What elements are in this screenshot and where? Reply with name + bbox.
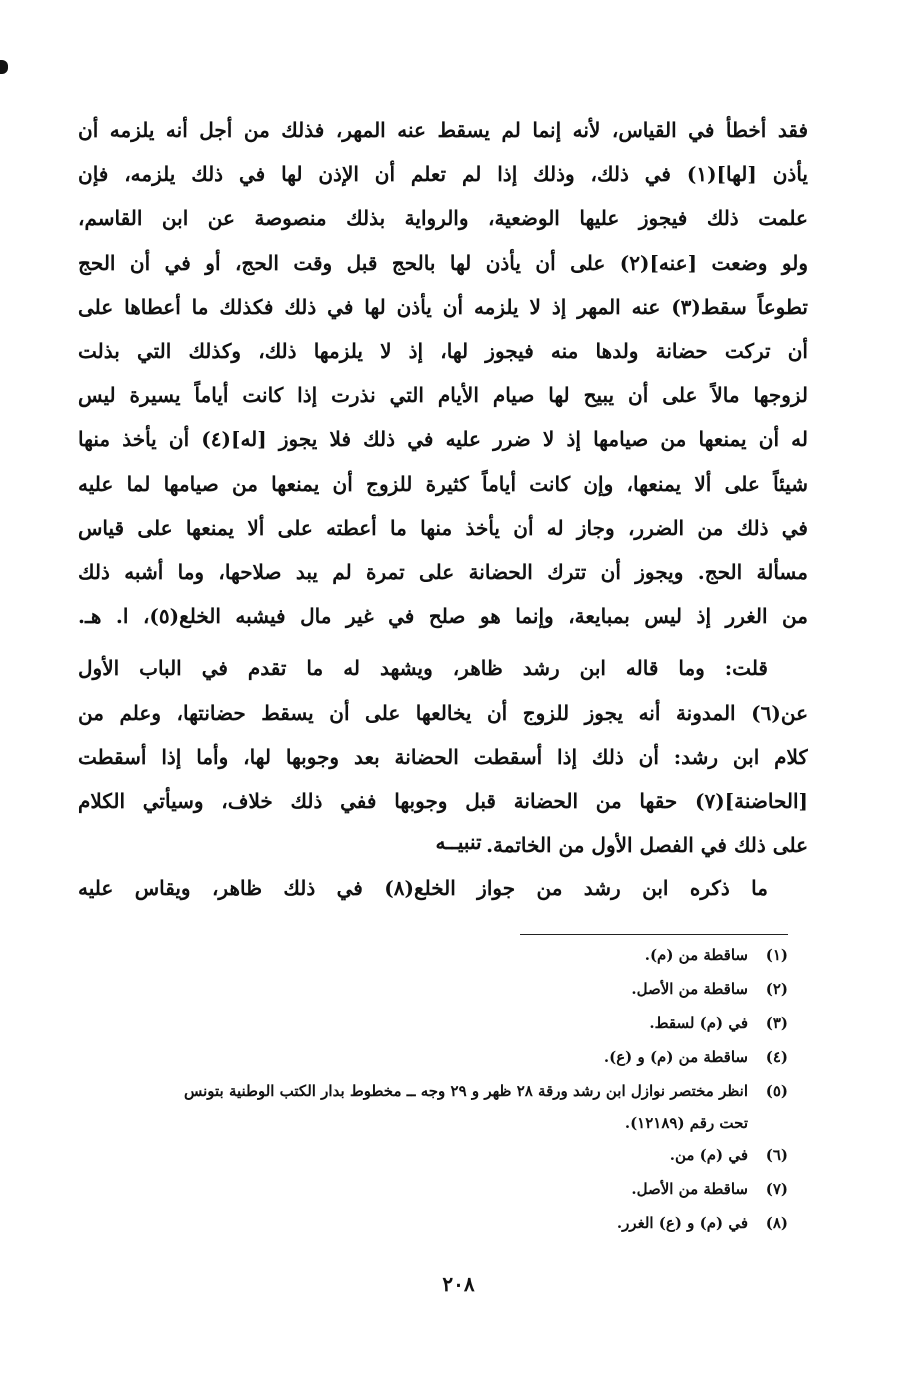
footnote-number: (٧) (765, 1180, 788, 1198)
footnote (78, 1040, 788, 1074)
text-line: مسألة الحج. ويجوز أن تترك الحضانة على تمرة لم يبد صلاحها، وما أشبه ذلك (78, 560, 808, 585)
footnote-text: ساقطة من (م) و (ع). (603, 1048, 748, 1066)
footnote-number: (٥) (765, 1082, 788, 1100)
text-line: كلام ابن رشد: أن ذلك إذا أسقطت الحضانة بعد وجوبها لها، وأما إذا أسقطت (78, 744, 808, 769)
footnote-separator (520, 934, 788, 935)
text-line: يأذن [لها](١) في ذلك، وذلك إذا لم تعلم أن الإذن لها في ذلك يلزمه، فإن (78, 162, 808, 187)
paragraph-1 (78, 108, 808, 638)
footnote-text: ساقطة من الأصل. (631, 980, 748, 998)
footnote (78, 1006, 788, 1040)
scan-artifact-mark (0, 60, 8, 74)
section-heading: تنبيــه (435, 830, 482, 854)
text-line: ولو وضعت [عنه](٢) على أن يأذن لها بالحج قبل وقت الحج، أو في أن الحج (78, 250, 808, 275)
footnotes (78, 938, 788, 1240)
text-line: عن(٦) المدونة أنه يجوز للزوج أن يخالعها على أن يسقط حضانتها، وعلم من (78, 700, 808, 725)
text-line: أن تركت حضانة ولدها منه فيجوز لها، إذ لا يلزمها ذلك، وكذلك التي بذلت (78, 339, 808, 364)
footnote-number: (٦) (765, 1146, 788, 1164)
page-number: ٢٠٨ (442, 1272, 475, 1296)
text-line: فقد أخطأ في القياس، لأنه إنما لم يسقط عنه المهر، فذلك من أجل أنه يلزمه أن (78, 118, 808, 142)
footnote (78, 938, 788, 972)
footnote-text: في (م) لسقط. (649, 1014, 748, 1032)
text-line: لزوجها مالاً على أن يبيح لها صيام الأيام التي نذرت إذا كانت أياماً يسيرة ليس (78, 383, 808, 408)
text-line: على ذلك في الفصل الأول من الخاتمة. (486, 833, 808, 858)
main-text (78, 108, 808, 867)
text-line: ما ذكره ابن رشد من جواز الخلع(٨) في ذلك ظاهر، ويقاس عليه (78, 876, 768, 900)
footnote-text: انظر مختصر نوازل ابن رشد ورقة ٢٨ ظهر و ٢٩ وجه ــ مخطوط بدار الكتب الوطنية بتونس (183, 1082, 748, 1100)
footnote-number: (٢) (765, 980, 788, 998)
text-line: من الغرر إذ ليس بمبايعة، وإنما هو صلح في غير مال فيشبه الخلع(٥)، ا. هـ. (78, 604, 808, 629)
footnote-text-block (78, 1074, 748, 1138)
text-line: [الحاضنة](٧) حقها من الحضانة قبل وجوبها ففي ذلك خلاف، وسيأتي الكلام (78, 789, 808, 814)
text-line: في ذلك من الضرر، وجاز له أن يأخذ منها ما أعطته على ألا يمنعها على قياس (78, 515, 808, 540)
text-line: شيئاً على ألا يمنعها، وإن كانت أياماً كثيرة للزوج أن يمنعها من صيامها لما عليه (78, 471, 808, 496)
footnote-text: في (م) من. (669, 1146, 748, 1164)
footnote (78, 1138, 788, 1172)
footnote-continuation: تحت رقم (١٢١٨٩). (624, 1114, 748, 1132)
tanbih-paragraph (78, 868, 808, 908)
footnote (78, 1074, 788, 1138)
footnote-text: ساقطة من الأصل. (631, 1180, 748, 1198)
footnote-text: في (م) و (ع) الغرر. (616, 1214, 748, 1232)
footnote-number: (٨) (765, 1214, 788, 1232)
footnote-number: (١) (765, 946, 788, 964)
text-line: قلت: وما قاله ابن رشد ظاهر، ويشهد له ما تقدم في الباب الأول (78, 656, 768, 681)
footnote (78, 1206, 788, 1240)
text-line: تطوعاً سقط(٣) عنه المهر إذ لا يلزمه أن يأذن لها في ذلك فكذلك ما أعطاها على (78, 294, 808, 319)
footnote-text: ساقطة من (م). (644, 946, 748, 964)
footnote (78, 972, 788, 1006)
text-line: علمت ذلك فيجوز عليها الوضعية، والرواية بذلك منصوصة عن ابن القاسم، (78, 206, 808, 231)
footnote (78, 1172, 788, 1206)
footnote-number: (٤) (765, 1048, 788, 1066)
text-line: له أن يمنعها من صيامها إذ لا ضرر عليه في ذلك فلا يجوز [له](٤) أن يأخذ منها (78, 427, 808, 452)
footnote-number: (٣) (765, 1014, 788, 1032)
